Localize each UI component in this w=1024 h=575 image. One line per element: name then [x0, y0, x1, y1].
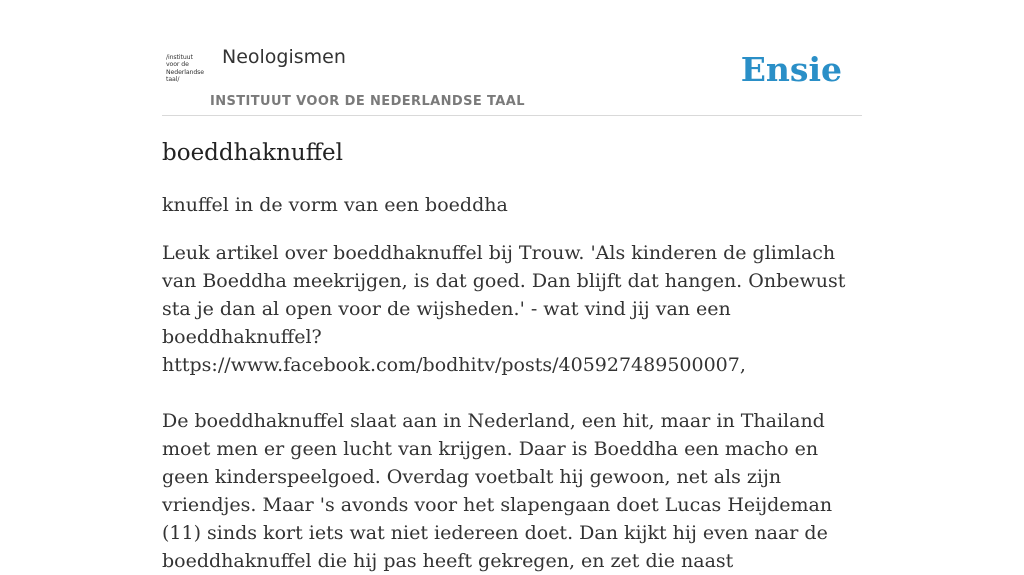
entry-definition: knuffel in de vorm van een boeddha	[162, 194, 508, 216]
logo-line: voor de	[166, 61, 189, 69]
logo-line: taal/	[166, 75, 180, 83]
ensie-brand-link[interactable]: Ensie	[740, 50, 842, 89]
site-subtitle: INSTITUUT VOOR DE NEDERLANDSE TAAL	[210, 94, 525, 109]
logo-line: Nederlandse	[166, 68, 205, 76]
site-title[interactable]: Neologismen	[222, 46, 346, 68]
logo-line: /instituut	[166, 54, 193, 61]
entry-word: boeddhaknuffel	[162, 140, 344, 166]
entry-body: Leuk artikel over boeddhaknuffel bij Trouw. 'Als kinderen de glimlach van Boeddha meekrijgen, is dat goed. Dan blijft dat hangen. Onbewust sta je dan al open voor de wijsheden.' - wat vind jij van een boeddhaknuffel? https://www.facebook.com/bodhitv/posts/405927489500007, De boeddhaknuffel slaat aan in Nederland, een hit, maar in Thailand moet men er geen lucht van krijgen. Daar is Boeddha een macho en geen kinderspeelgoed. Overdag voetbalt hij gewoon, net als zijn vriendjes. Maar 's avonds voor het slapengaan doet Lucas Heijdeman (11) sinds kort iets wat niet iedereen doet. Dan kijkt hij even naar de boeddhaknuffel die hij pas heeft gekregen, en zet die naast	[162, 242, 846, 572]
ivdnt-logo[interactable]	[166, 54, 210, 90]
site-header	[162, 40, 862, 116]
